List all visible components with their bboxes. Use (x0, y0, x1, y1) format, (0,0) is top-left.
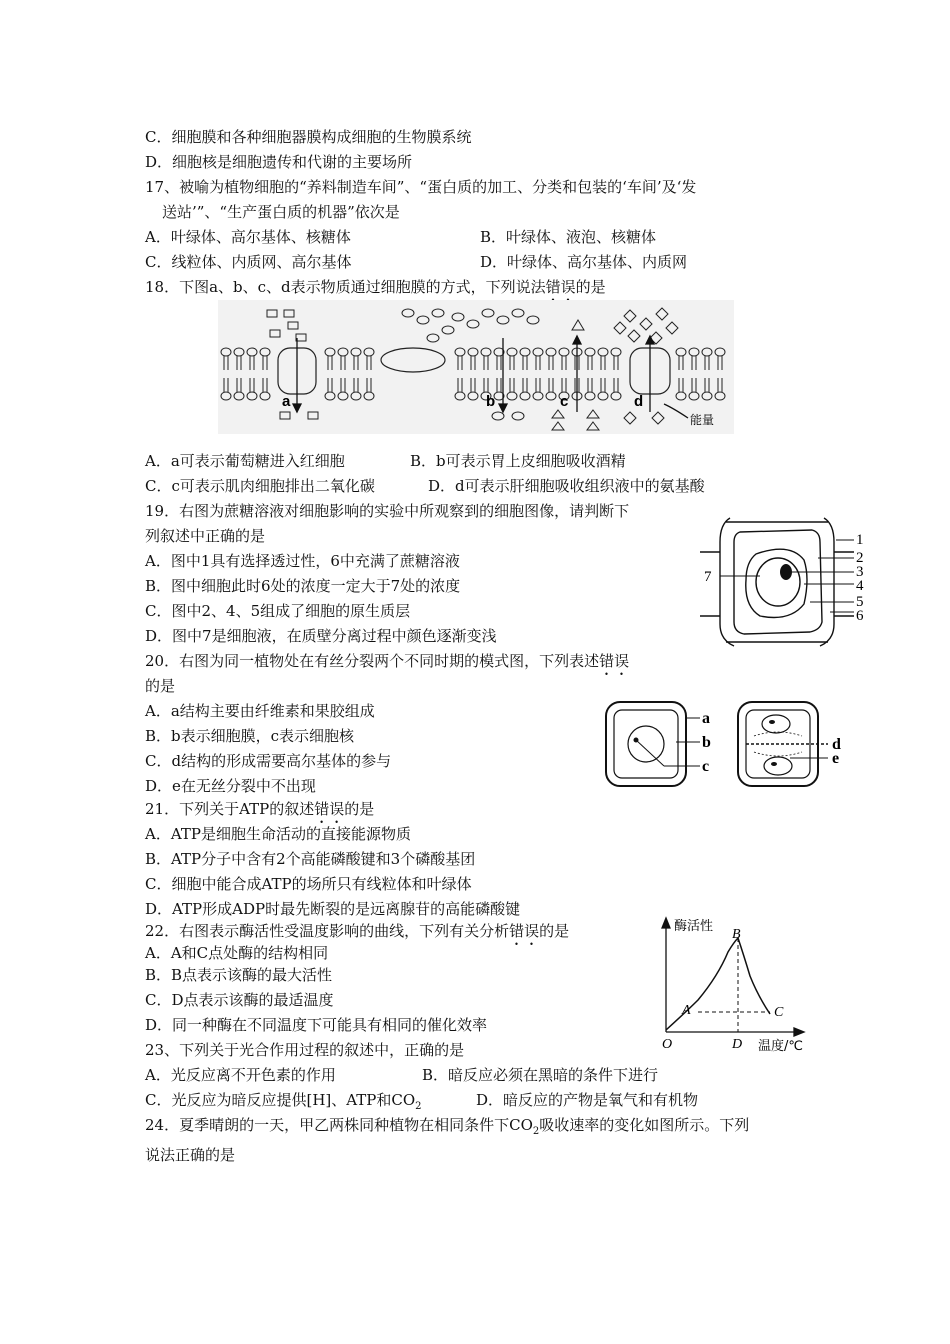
q18-stem-end: 的是 (575, 278, 606, 296)
q16-option-c: C．细胞膜和各种细胞器膜构成细胞的生物膜系统 (145, 128, 472, 146)
q20-stem (145, 652, 629, 679)
q20-option-d: D．e在无丝分裂中不出现 (145, 777, 316, 795)
q21-stem (145, 800, 374, 827)
q21-option-d: D．ATP形成ADP时最先断裂的是远离腺苷的高能磷酸键 (145, 900, 521, 918)
mitosis-label-c: c (702, 758, 710, 775)
q23-option-c-sub: 2 (415, 1101, 422, 1112)
q22-stem-text: 22．右图表示酶活性受温度影响的曲线，下列有关分析 (145, 922, 510, 940)
q22-option-c: C．D点表示该酶的最适温度 (145, 991, 334, 1009)
q23-stem: 23、下列关于光合作用过程的叙述中，正确的是 (145, 1041, 465, 1059)
q17-option-b: B．叶绿体、液泡、核糖体 (480, 228, 657, 246)
q22-stem-end: 的是 (539, 922, 570, 940)
cell-label-4: 4 (856, 578, 864, 594)
graph-ylabel: 酶活性 (674, 919, 714, 934)
q19-option-b: B．图中细胞此时6处的浓度一定大于7处的浓度 (145, 577, 461, 595)
mitosis-cells-figure (604, 698, 860, 790)
q18-emphasis: 错误 (545, 278, 576, 296)
q20-option-a: A．a结构主要由纤维素和果胶组成 (145, 702, 375, 720)
membrane-transport-figure (218, 300, 734, 434)
q24-stem-text: 24．夏季晴朗的一天，甲乙两株同种植物在相同条件下CO (145, 1116, 533, 1134)
mitosis-label-b: b (702, 734, 711, 751)
mitosis-label-d: d (832, 736, 841, 753)
label-b: b (486, 393, 496, 410)
q23-option-b: B．暗反应必须在黑暗的条件下进行 (422, 1066, 659, 1084)
q21-emphasis: 错误 (314, 800, 345, 818)
cell-label-5: 5 (856, 594, 864, 610)
q19-option-c: C．图中2、4、5组成了细胞的原生质层 (145, 602, 411, 620)
enzyme-temperature-graph (658, 916, 812, 1054)
q17-option-a: A．叶绿体、高尔基体、核糖体 (145, 228, 351, 246)
label-a: a (282, 393, 291, 410)
plasmolysis-cell-figure (700, 512, 870, 652)
cell-label-7: 7 (704, 569, 712, 585)
q20-option-b: B．b表示细胞膜，c表示细胞核 (145, 727, 355, 745)
q24-stem-sub: 2 (532, 1126, 540, 1137)
q20-option-c: C．d结构的形成需要高尔基体的参与 (145, 752, 392, 770)
q21-option-a: A．ATP是细胞生命活动的直接能源物质 (145, 825, 411, 843)
q21-stem-end: 的是 (344, 800, 375, 818)
q18-option-d: D．d可表示肝细胞吸收组织液中的氨基酸 (428, 477, 705, 495)
q18-option-a: A．a可表示葡萄糖进入红细胞 (145, 452, 345, 470)
q23-option-d: D．暗反应的产物是氧气和有机物 (476, 1091, 699, 1109)
q19-stem-line1: 19．右图为蔗糖溶液对细胞影响的实验中所观察到的细胞图像，请判断下 (145, 502, 630, 520)
q22-option-b: B．B点表示该酶的最大活性 (145, 966, 333, 984)
q24-stem-line1 (145, 1116, 749, 1141)
q24-stem-end: 吸收速率的变化如图所示。下列 (539, 1116, 750, 1134)
q20-stem-text: 20．右图为同一植物处在有丝分裂两个不同时期的模式图，下列表述 (145, 652, 600, 670)
label-d: d (634, 393, 644, 410)
point-b: B (732, 927, 741, 942)
label-c: c (560, 393, 569, 410)
q18-stem-text: 18．下图a、b、c、d表示物质通过细胞膜的方式，下列说法 (145, 278, 546, 296)
mitosis-label-a: a (702, 710, 710, 727)
origin-o: O (662, 1037, 673, 1052)
q17-stem-line2: 送站’”、“生产蛋白质的机器”依次是 (162, 203, 400, 221)
energy-label: 能量 (690, 413, 715, 427)
point-c: C (774, 1005, 784, 1020)
q19-stem-line2: 列叙述中正确的是 (145, 527, 266, 545)
q19-option-d: D．图中7是细胞液，在质壁分离过程中颜色逐渐变浅 (145, 627, 497, 645)
cell-label-6: 6 (856, 608, 864, 624)
q18-option-b: B．b可表示胃上皮细胞吸收酒精 (410, 452, 626, 470)
cell-label-3: 3 (856, 564, 864, 580)
cell-label-2: 2 (856, 550, 864, 566)
q22-option-d: D．同一种酶在不同温度下可能具有相同的催化效率 (145, 1016, 488, 1034)
graph-xlabel: 温度/℃ (758, 1039, 803, 1054)
q20-stem-line2: 的是 (145, 677, 176, 695)
mitosis-label-e: e (832, 750, 840, 767)
q23-option-a: A．光反应离不开色素的作用 (145, 1066, 336, 1084)
q17-option-c: C．线粒体、内质网、高尔基体 (145, 253, 352, 271)
point-a: A (682, 1003, 691, 1018)
q23-option-c-text: C．光反应为暗反应提供[H]、ATP和CO (145, 1091, 416, 1109)
q21-stem-text: 21．下列关于ATP的叙述 (145, 800, 315, 818)
q19-option-a: A．图中1具有选择透过性，6中充满了蔗糖溶液 (145, 552, 460, 570)
q23-option-c (145, 1091, 422, 1116)
q16-option-d: D．细胞核是细胞遗传和代谢的主要场所 (145, 153, 413, 171)
cell-label-1: 1 (856, 532, 864, 548)
q20-emphasis: 错误 (599, 652, 630, 670)
point-d: D (732, 1037, 743, 1052)
q17-stem-line1: 17、被喻为植物细胞的“养料制造车间”、“蛋白质的加工、分类和包装的‘车间’及‘发 (145, 178, 697, 196)
q24-stem-line2: 说法正确的是 (145, 1146, 236, 1164)
q22-emphasis: 错误 (509, 922, 540, 940)
q21-option-b: B．ATP分子中含有2个高能磷酸键和3个磷酸基团 (145, 850, 476, 868)
q18-option-c: C．c可表示肌肉细胞排出二氧化碳 (145, 477, 375, 495)
q21-option-c: C．细胞中能合成ATP的场所只有线粒体和叶绿体 (145, 875, 472, 893)
q17-option-d: D．叶绿体、高尔基体、内质网 (480, 253, 688, 271)
q22-option-a: A．A和C点处酶的结构相同 (145, 944, 329, 962)
